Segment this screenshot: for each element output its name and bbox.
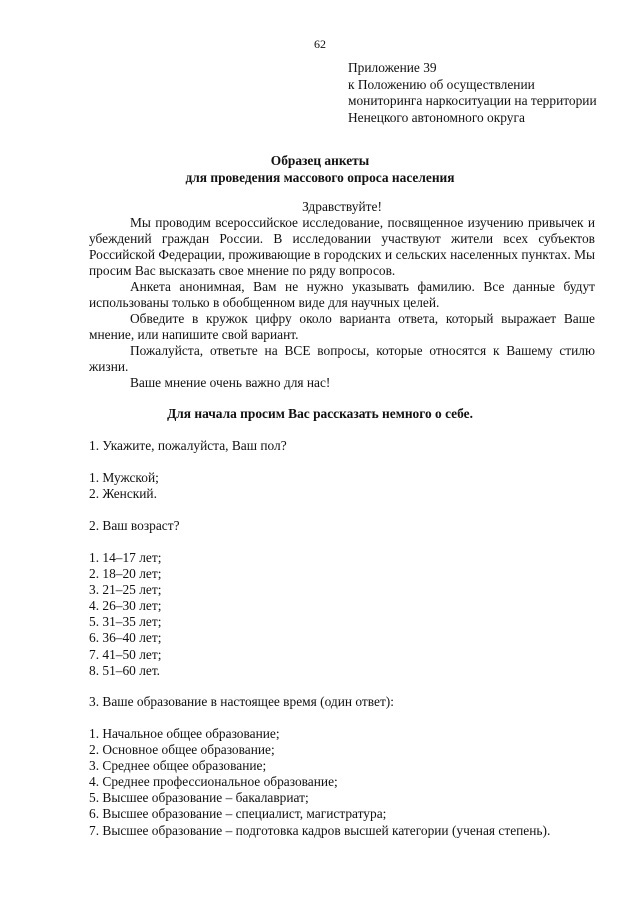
intro-paragraph: Мы проводим всероссийское исследование, посвященное изучению привычек и убеждений граждан России. В исследовании участвуют жители всех субъектов Российской Федерации, проживающие в городских и сельских населенных пунктах. Мы просим Вас высказать свое мнение по ряду вопросов. bbox=[89, 215, 595, 278]
answer-option[interactable]: 4. 26–30 лет; bbox=[89, 598, 162, 614]
answer-option[interactable]: 6. 36–40 лет; bbox=[89, 630, 162, 646]
answer-option[interactable]: 2. Основное общее образование; bbox=[89, 742, 275, 758]
answer-option[interactable]: 8. 51–60 лет. bbox=[89, 662, 161, 678]
answer-option[interactable]: 3. 21–25 лет; bbox=[89, 582, 162, 598]
appendix-line: Ненецкого автономного округа bbox=[348, 109, 525, 125]
answer-options bbox=[89, 470, 159, 502]
answer-option[interactable]: 5. Высшее образование – бакалавриат; bbox=[89, 790, 309, 806]
intro-paragraph: Обведите в кружок цифру около варианта ответа, который выражает Ваше мнение, или напишите свой вариант. bbox=[89, 311, 595, 342]
greeting: Здравствуйте! bbox=[302, 199, 382, 214]
answer-option[interactable]: 1. Начальное общее образование; bbox=[89, 726, 280, 741]
question-title: 3. Ваше образование в настоящее время (один ответ): bbox=[89, 694, 394, 709]
appendix-line: Приложение 39 bbox=[348, 60, 437, 75]
answer-option[interactable]: 1. 14–17 лет; bbox=[89, 550, 162, 565]
question-title: 2. Ваш возраст? bbox=[89, 518, 180, 533]
answer-options bbox=[89, 726, 550, 839]
section-heading: Для начала просим Вас рассказать немного о себе. bbox=[167, 406, 473, 421]
intro-paragraph: Ваше мнение очень важно для нас! bbox=[130, 375, 331, 390]
intro-text bbox=[89, 199, 595, 391]
intro-paragraph: Пожалуйста, ответьте на ВСЕ вопросы, которые относятся к Вашему стилю жизни. bbox=[89, 343, 595, 374]
answer-option[interactable]: 5. 31–35 лет; bbox=[89, 614, 162, 630]
answer-option[interactable]: 3. Среднее общее образование; bbox=[89, 758, 267, 774]
answer-option[interactable]: 7. Высшее образование – подготовка кадров высшей категории (ученая степень). bbox=[89, 822, 551, 838]
answer-option[interactable]: 4. Среднее профессиональное образование; bbox=[89, 774, 338, 790]
title-line: для проведения массового опроса населения bbox=[185, 170, 455, 185]
title-line: Образец анкеты bbox=[270, 153, 370, 168]
answer-option[interactable]: 2. Женский. bbox=[89, 486, 157, 502]
appendix-line: мониторинга наркоситуации на территории bbox=[348, 93, 597, 108]
appendix-header bbox=[348, 60, 597, 126]
page-number: 62 bbox=[314, 37, 326, 51]
intro-paragraph: Анкета анонимная, Вам не нужно указывать фамилию. Все данные будут использованы только в обобщенном виде для научных целей. bbox=[89, 279, 595, 310]
answer-option[interactable]: 1. Мужской; bbox=[89, 470, 159, 485]
answer-option[interactable]: 7. 41–50 лет; bbox=[89, 646, 162, 662]
document-title bbox=[0, 152, 640, 186]
answer-option[interactable]: 2. 18–20 лет; bbox=[89, 566, 162, 582]
answer-option[interactable]: 6. Высшее образование – специалист, магистратура; bbox=[89, 806, 387, 822]
answer-options bbox=[89, 550, 161, 679]
question-title: 1. Укажите, пожалуйста, Ваш пол? bbox=[89, 438, 287, 453]
appendix-line: к Положению об осуществлении bbox=[348, 76, 535, 92]
